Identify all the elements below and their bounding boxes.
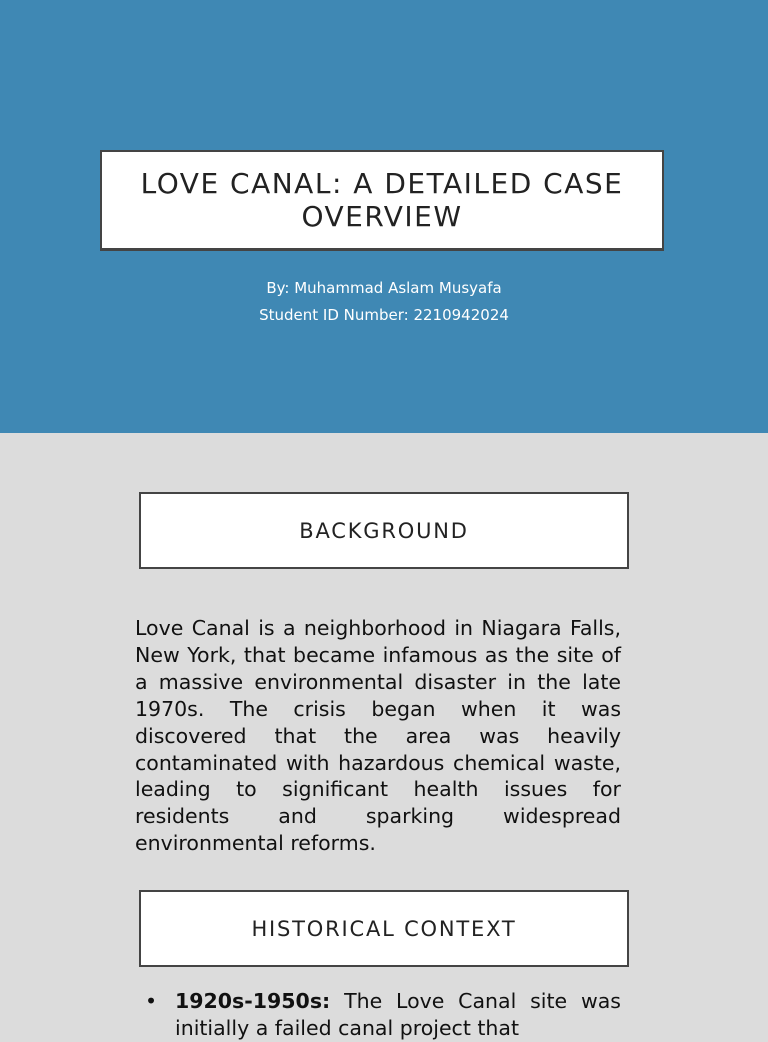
- background-heading: BACKGROUND: [299, 518, 469, 543]
- background-heading-box: [139, 492, 629, 569]
- bullet-icon: •: [145, 989, 158, 1013]
- historical-context-heading: HISTORICAL CONTEXT: [251, 916, 517, 941]
- title-slide: [0, 0, 768, 433]
- author-line: By: Muhammad Aslam Musyafa: [266, 279, 502, 297]
- background-paragraph: Love Canal is a neighborhood in Niagara Falls, New York, that became infamous as the site of a massive environmental disaster in the late 1970s. The crisis began when it was discovered that the area was heavily contaminated with hazardous chemical waste, leading to significant health issues for residents and sparking widespread environmental reforms.: [135, 616, 621, 856]
- list-item-text: The Love Canal site was initially a failed canal project that: [175, 989, 621, 1040]
- title-box: [100, 150, 664, 251]
- student-id-line: Student ID Number: 2210942024: [259, 306, 509, 324]
- page-title: LOVE CANAL: A DETAILED CASE OVERVIEW: [140, 167, 624, 233]
- historical-context-heading-box: [139, 890, 629, 967]
- list-item: [135, 988, 621, 1042]
- list-item-label: 1920s-1950s:: [175, 989, 331, 1013]
- historical-context-list: [135, 988, 621, 1042]
